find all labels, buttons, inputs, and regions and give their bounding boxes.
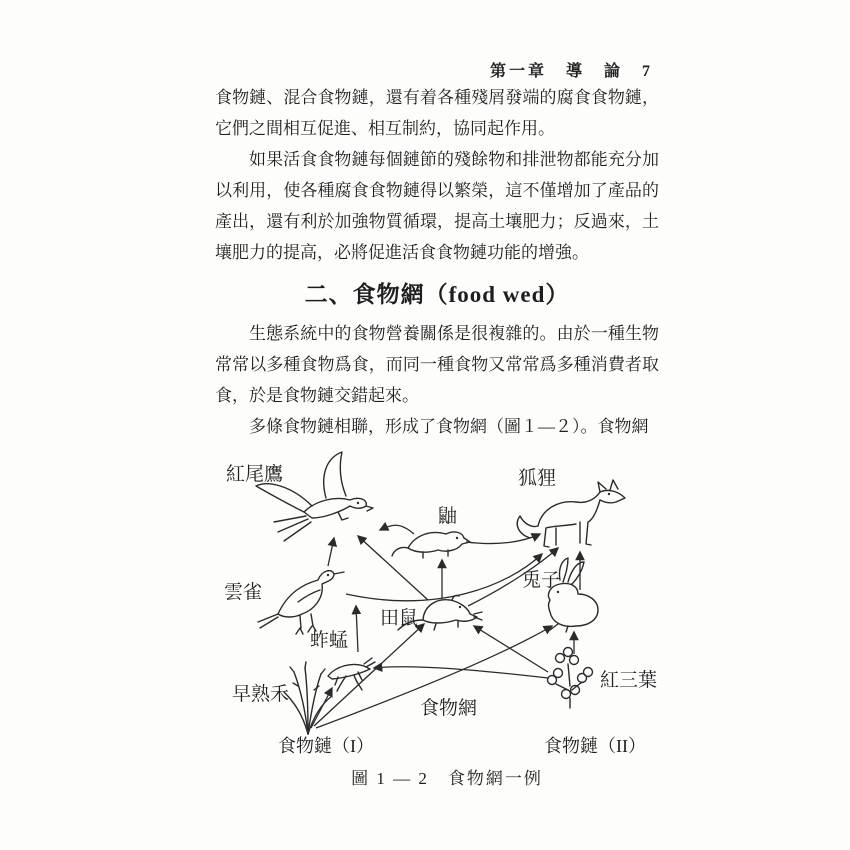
lark-icon — [258, 571, 344, 634]
label-hawk: 紅尾鷹 — [226, 464, 284, 485]
arrow-mouse-hawk — [358, 536, 428, 600]
label-food-web: 食物網 — [420, 698, 478, 719]
red-clover-icon — [548, 648, 593, 709]
arrow-lark-fox — [346, 554, 542, 601]
weasel-icon — [392, 532, 470, 558]
figure-caption: 圖 1 — 2 食物網一例 — [351, 769, 543, 788]
text-column — [215, 62, 659, 442]
grasshopper-icon — [328, 658, 375, 691]
label-mouse: 田鼠 — [380, 608, 419, 629]
arrow-clover-grasshopper — [374, 667, 548, 678]
label-bluegrass: 早熟禾 — [232, 684, 290, 705]
arrow-weasel-fox — [466, 534, 540, 544]
label-weasel: 鼬 — [438, 506, 458, 527]
label-grasshopper: 蚱蜢 — [310, 630, 349, 651]
label-fox: 狐狸 — [518, 468, 557, 489]
arrow-grasshopper-lark — [356, 606, 358, 652]
label-red-clover: 紅三葉 — [600, 670, 658, 691]
paragraph-4: 多條食物鏈相聯，形成了食物網（圖１—２）。食物網 — [249, 417, 649, 436]
running-header: 第一章 導 論 7 — [489, 63, 653, 80]
arrow-clover-mouse — [474, 626, 548, 672]
bluegrass-icon — [284, 662, 332, 734]
section-heading: 二、食物網（food wed） — [304, 282, 570, 307]
figure-1-2 — [208, 446, 668, 789]
label-lark: 雲雀 — [224, 582, 263, 603]
arrow-lark-hawk — [328, 538, 334, 566]
food-web-diagram — [208, 446, 668, 760]
paragraph-1: 食物鏈、混合食物鏈，還有着各種殘屑發端的腐食食物鏈，它們之間相互促進、相互制約，協同起作用。 — [215, 88, 659, 138]
label-food-chain-2: 食物鏈（II） — [544, 736, 646, 756]
arrow-weasel-hawk — [380, 525, 414, 534]
paragraph-3: 生態系統中的食物營養關係是很複雜的。由於一種生物常常以多種食物爲食，而同一種食物又常常爲多種消費者取食，於是食物鏈交錯起來。 — [215, 324, 659, 405]
label-food-chain-1: 食物鏈（I） — [278, 736, 374, 756]
label-rabbit: 兎子 — [522, 570, 561, 591]
arrow-bluegrass-grasshopper — [311, 688, 332, 728]
paragraph-2: 如果活食食物鏈每個鏈節的殘餘物和排泄物都能充分加以利用，使各種腐食食物鏈得以繁榮，這不僅增加了產品的產出，還有利於加強物質循環，提高土壤肥力；反過來，土壤肥力的提高，必將促進活食食物鏈功能的增強。 — [215, 150, 659, 262]
